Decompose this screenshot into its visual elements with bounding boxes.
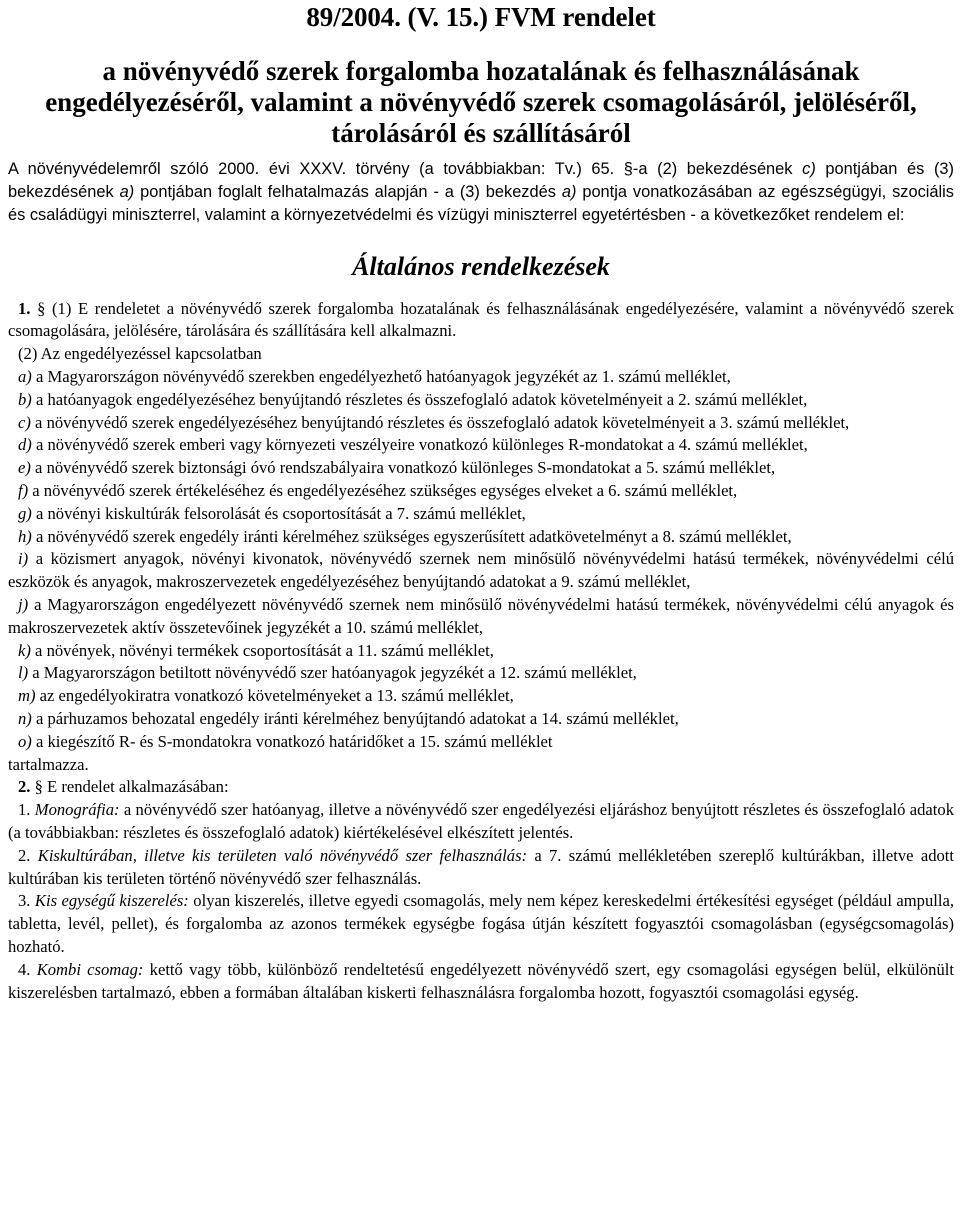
list-item-letter: o) <box>18 731 32 751</box>
list-item-letter: d) <box>18 435 32 455</box>
list-item <box>8 708 954 731</box>
list-item-text: a növényvédő szerek biztonsági óvó rendszabályaira vonatkozó különleges S-mondatokat a 5. számú melléklet, <box>30 458 776 478</box>
section-1-paragraph-2: (2) Az engedélyezéssel kapcsolatban <box>18 344 262 364</box>
list-item <box>8 503 954 526</box>
list-item-text: a növényvédő szerek emberi vagy környezeti veszélyeire vonatkozó különleges R-mondatokat a 4. számú melléklet, <box>31 435 808 455</box>
list-item-letter: b) <box>18 389 32 409</box>
list-item <box>8 457 954 480</box>
list-item-text: a növényvédő szerek engedélyezéséhez benyújtandó részletes és összefoglaló adatok követelményeit a 3. számú melléklet, <box>30 412 850 432</box>
list-item-letter: k) <box>18 640 31 660</box>
preamble-point-ref: a) <box>561 183 577 202</box>
list-item <box>8 412 954 435</box>
preamble-paragraph <box>8 158 954 228</box>
list-item-letter: g) <box>18 503 32 523</box>
list-item-text: a növényi kiskultúrák felsorolását és csoportosítását a 7. számú melléklet, <box>31 503 526 523</box>
list-item-text: a Magyarországon betiltott növényvédő szer hatóanyagok jegyzékét a 12. számú melléklet, <box>28 663 637 683</box>
definitions-list <box>8 799 954 1004</box>
list-item <box>8 685 954 708</box>
definition-text: kettő vagy több, különböző rendeltetésű engedélyezett növényvédő szert, egy csomagolási egységen belül, elkülönült kiszerelésben tartalmazó, ebben a formában általában kiskerti felhasználásra forgalomba hozott, fogyasztói csomagolási egység. <box>8 959 954 1002</box>
list-item-letter: m) <box>18 686 36 706</box>
definition-number: 4. <box>18 959 37 979</box>
list-item <box>8 526 954 549</box>
definition-term: Kiskultúrában, illetve kis területen való növényvédő szer felhasználás: <box>37 845 528 865</box>
definition-text: a 7. számú mellékletében szereplő kultúrákban, illetve adott kultúrában kis területen történő növényvédő szer felhasználás. <box>8 845 955 888</box>
preamble-point-ref: c) <box>802 160 816 178</box>
list-item <box>8 594 954 640</box>
list-item-text: az engedélyokiratra vonatkozó követelményeket a 13. számú melléklet, <box>35 686 514 706</box>
definition-item <box>8 890 954 958</box>
preamble-text: pontjában és (3) bekezdésének <box>8 160 955 202</box>
list-item-letter: j) <box>18 594 29 614</box>
list-item-text: a növényvédő szerek értékeléséhez és engedélyezéséhez szükséges egységes elveket a 6. számú melléklet, <box>28 480 738 500</box>
section-number: 2. <box>18 777 31 797</box>
list-item-text: a növényvédő szerek engedély iránti kérelméhez szükséges egyszerűsített adatkövetelményt a 8. számú melléklet, <box>31 526 792 546</box>
definition-text: olyan kiszerelés, illetve egyedi csomagolás, mely nem képez kereskedelmi értékesítési egységet (például ampulla, tabletta, levél, pellet), és forgalomba az azonos termékek egységbe fogása útján készített fogyasztói csomagolásban (egységcsomagolás) hozható. <box>8 891 954 956</box>
section-number: 1. <box>18 298 31 318</box>
subtitle-line: tárolásáról és szállításáról <box>331 118 631 148</box>
list-item-text: a Magyarországon engedélyezett növényvédő szernek nem minősülő növényvédelmi hatású termékek, növényvédelmi célú anyagok és makroszervezetek aktív összetevőinek jegyzékét a 10. számú melléklet, <box>8 594 954 637</box>
definition-number: 2. <box>18 845 38 865</box>
document-subtitle <box>8 56 954 149</box>
preamble-text: pontja vonatkozásában az egészségügyi, szociális és családügyi miniszterrel, valamint a környezetvédelmi és vízügyi miniszterrel egyetértésben - a következőket rendelem el: <box>8 183 955 225</box>
definition-text: a növényvédő szer hatóanyag, illetve a növényvédő szer engedélyezési eljáráshoz benyújtott részletes és összefoglaló adatok (a továbbiakban: részletes és összefoglaló adatok) kiértékelésével elkészített jelentés. <box>8 800 954 842</box>
definition-item <box>8 799 954 845</box>
definition-number: 1. <box>18 800 35 820</box>
list-item-text: a hatóanyagok engedélyezéséhez benyújtandó részletes és összefoglaló adatok követelményeit a 2. számú melléklet, <box>31 389 808 409</box>
preamble-text: pontjában foglalt felhatalmazás alapján - a (3) bekezdés <box>134 183 562 202</box>
list-item-text: a Magyarországon növényvédő szerekben engedélyezhető hatóanyagok jegyzékét az 1. számú melléklet, <box>31 367 731 386</box>
list-item-text: a kiegészítő R- és S-mondatokra vonatkozó határidőket a 15. számú melléklet <box>31 731 553 751</box>
preamble-point-ref: a) <box>119 183 135 202</box>
definition-item <box>8 845 954 891</box>
list-item <box>8 480 954 503</box>
preamble-text: A növényvédelemről szóló 2000. évi XXXV. törvény (a továbbiakban: Tv.) 65. §-a (2) bekezdésének <box>8 160 803 178</box>
list-item-letter: e) <box>18 458 31 478</box>
paragraph-text: § (1) E rendeletet a növényvédő szerek forgalomba hozatalának és felhasználásának engedélyezésére, valamint a növényvédő szerek csomagolására, jelölésére, tárolására és szállítására kell alkalmazni. <box>8 298 954 341</box>
list-item <box>8 662 954 685</box>
paragraph-text: § E rendelet alkalmazásában: <box>30 777 229 797</box>
list-item-letter: n) <box>18 708 32 728</box>
annex-list <box>8 366 954 754</box>
list-item-letter: h) <box>18 526 32 546</box>
list-item-text: a párhuzamos behozatal engedély iránti kérelméhez benyújtandó adatokat a 14. számú melléklet, <box>31 708 679 728</box>
document-title: 89/2004. (V. 15.) FVM rendelet <box>306 2 656 32</box>
list-item <box>8 731 954 754</box>
list-closing-text: tartalmazza. <box>8 754 89 774</box>
section-2-intro <box>8 776 954 799</box>
subtitle-line: engedélyezéséről, valamint a növényvédő szerek csomagolásáról, jelöléséről, <box>45 87 917 117</box>
list-item <box>8 389 954 412</box>
definition-term: Kombi csomag: <box>36 959 144 979</box>
list-item-letter: a) <box>18 367 32 386</box>
list-item-letter: l) <box>18 663 29 683</box>
subtitle-line: a növényvédő szerek forgalomba hozatalának és felhasználásának <box>102 56 860 86</box>
list-item-text: a növények, növényi termékek csoportosítását a 11. számú melléklet, <box>30 640 494 660</box>
list-item <box>8 434 954 457</box>
definition-term: Kis egységű kiszerelés: <box>34 891 189 911</box>
section-1-paragraph-1 <box>8 298 954 344</box>
list-item-letter: f) <box>18 480 29 500</box>
definition-number: 3. <box>18 891 35 911</box>
section-heading: Általános rendelkezések <box>352 251 610 281</box>
list-item-letter: i) <box>18 549 29 569</box>
definition-item <box>8 959 954 1005</box>
list-item-letter: c) <box>18 412 31 432</box>
list-item <box>8 548 954 594</box>
list-item <box>8 366 954 389</box>
definition-term: Monográfia: <box>34 800 120 820</box>
list-item <box>8 640 954 663</box>
list-item-text: a közismert anyagok, növényi kivonatok, növényvédő szernek nem minősülő növényvédelmi hatású termékek, növényvédelmi célú eszközök és anyagok, makroszervezetek engedélyezéséhez benyújtandó adatokat a 9. számú melléklet, <box>8 549 954 592</box>
